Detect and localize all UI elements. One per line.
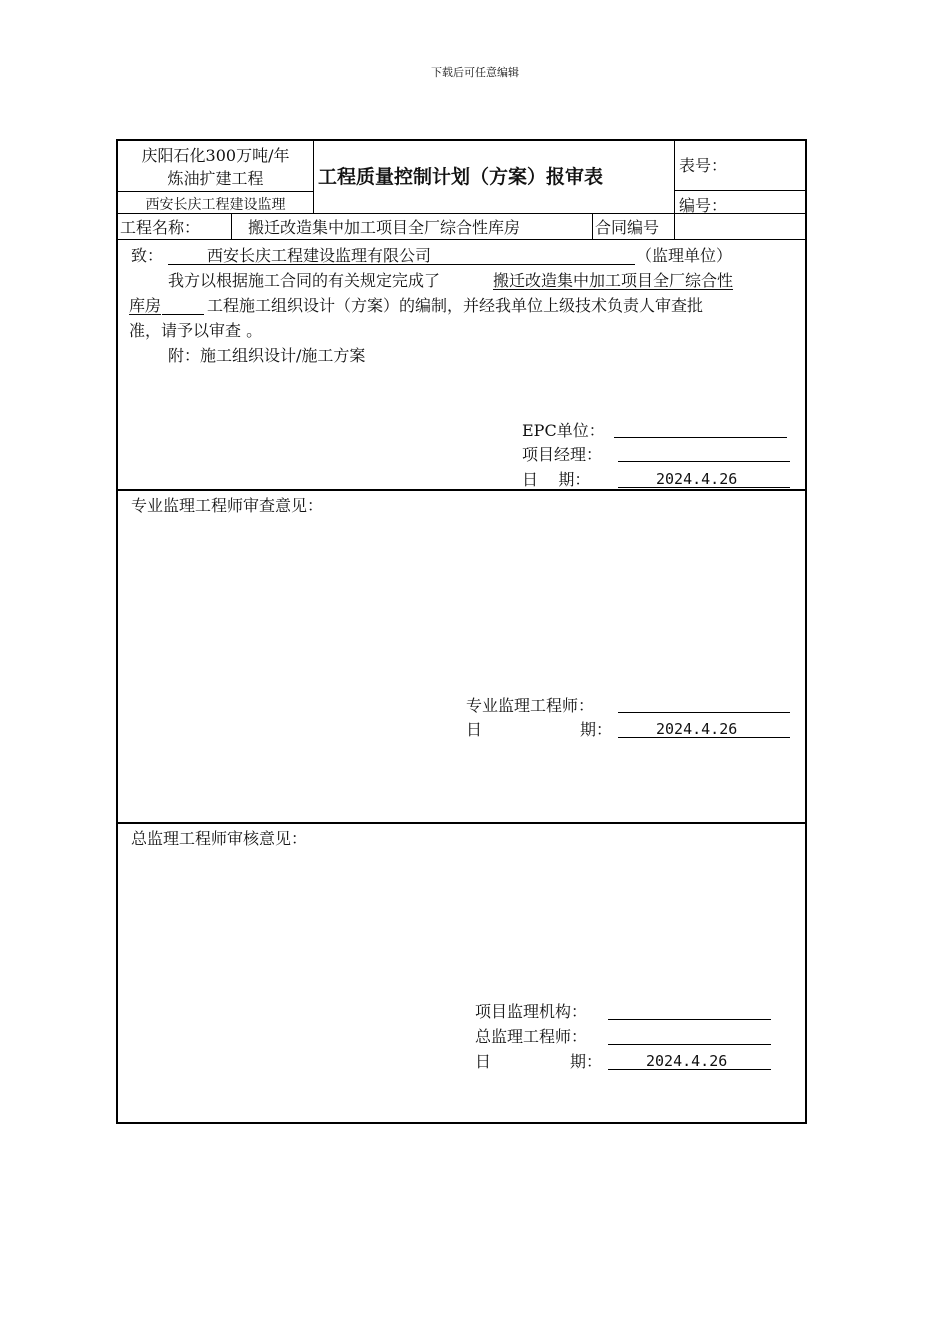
to-label: 致： bbox=[131, 246, 164, 265]
specialist-date-label-left: 日 bbox=[466, 720, 483, 739]
body-line3: 准，请予以审查 。 bbox=[129, 321, 263, 340]
table-border-top bbox=[116, 139, 807, 141]
divider bbox=[117, 191, 313, 192]
project-name-line2: 炼油扩建工程 bbox=[167, 169, 264, 188]
project-manager-label: 项目经理： bbox=[522, 445, 603, 464]
table-border-right bbox=[805, 139, 807, 1124]
to-suffix: （监理单位） bbox=[636, 246, 733, 265]
divider bbox=[117, 239, 806, 240]
body-line2-suffix: 工程施工组织设计（方案）的编制，并经我单位上级技术负责人审查批 bbox=[207, 296, 704, 315]
epc-unit-field bbox=[614, 437, 787, 438]
chief-date-value: 2024.4.26 bbox=[646, 1052, 728, 1070]
divider bbox=[117, 822, 806, 824]
watermark-text: 下载后可任意编辑 bbox=[431, 66, 519, 79]
supervisor-org: 西安长庆工程建设监理 bbox=[145, 197, 286, 213]
serial-no-label: 编号： bbox=[679, 196, 728, 215]
attachment-note: 附：施工组织设计/施工方案 bbox=[168, 346, 366, 365]
project-name-value: 搬迁改造集中加工项目全厂综合性库房 bbox=[248, 218, 521, 237]
table-border-left bbox=[116, 139, 118, 1124]
divider bbox=[674, 190, 806, 191]
project-manager-field bbox=[618, 461, 790, 462]
chief-engineer-field bbox=[608, 1044, 771, 1045]
body-line2-underline bbox=[162, 314, 204, 315]
divider bbox=[117, 489, 806, 491]
body-line1-project: 搬迁改造集中加工项目全厂综合性 bbox=[493, 271, 734, 290]
project-name-line1: 庆阳石化300万吨/年 bbox=[141, 146, 290, 165]
specialist-engineer-label: 专业监理工程师： bbox=[466, 696, 595, 715]
chief-review-title: 总监理工程师审核意见： bbox=[131, 829, 308, 848]
divider bbox=[313, 140, 314, 213]
specialist-date-value: 2024.4.26 bbox=[656, 720, 738, 738]
divider bbox=[592, 213, 593, 239]
form-title: 工程质量控制计划（方案）报审表 bbox=[318, 166, 604, 188]
body-line1-prefix: 我方以根据施工合同的有关规定完成了 bbox=[168, 271, 441, 290]
contract-no-label: 合同编号 bbox=[595, 218, 660, 237]
table-no-label: 表号： bbox=[679, 156, 728, 175]
submission-date-value: 2024.4.26 bbox=[656, 470, 738, 488]
supervision-org-label: 项目监理机构： bbox=[475, 1002, 588, 1021]
to-recipient: 西安长庆工程建设监理有限公司 bbox=[207, 246, 432, 265]
specialist-review-title: 专业监理工程师审查意见： bbox=[131, 496, 324, 515]
specialist-engineer-field bbox=[618, 712, 790, 713]
chief-date-label-left: 日 bbox=[475, 1052, 492, 1071]
supervision-org-field bbox=[608, 1019, 771, 1020]
divider bbox=[231, 213, 232, 239]
chief-date-label-right: 期： bbox=[570, 1052, 603, 1071]
chief-engineer-label: 总监理工程师： bbox=[475, 1027, 588, 1046]
submission-date-label: 日 期： bbox=[522, 470, 591, 489]
specialist-date-label-right: 期： bbox=[580, 720, 613, 739]
project-name-label: 工程名称： bbox=[120, 218, 201, 237]
epc-unit-label: EPC单位： bbox=[522, 421, 605, 440]
table-border-bottom bbox=[116, 1122, 807, 1124]
body-line2-project: 库房 bbox=[129, 296, 162, 315]
